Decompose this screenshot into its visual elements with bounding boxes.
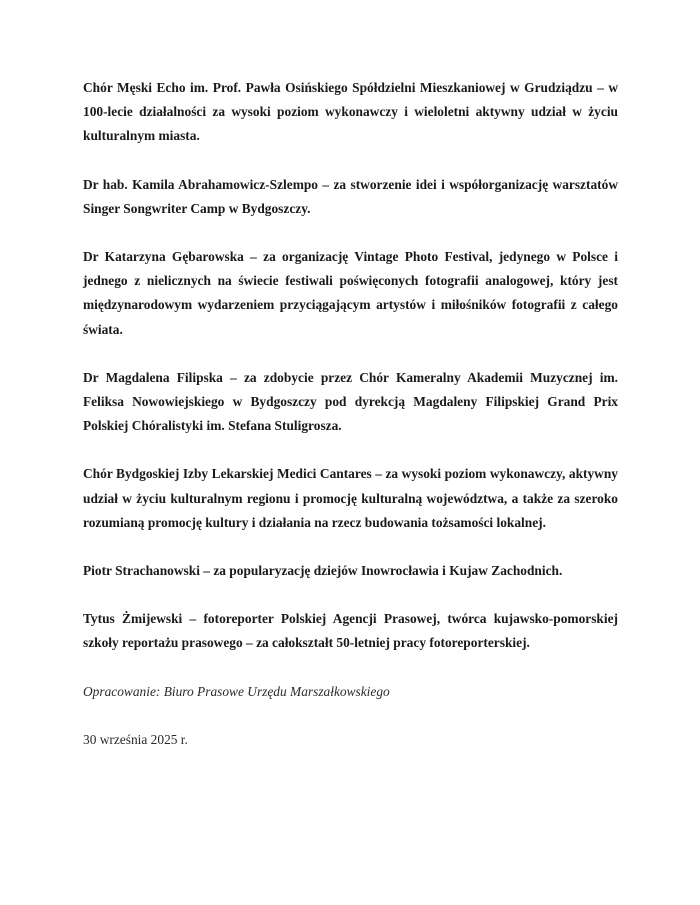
award-entry-strachanowski: Piotr Strachanowski – za popularyzację dziejów Inowrocławia i Kujaw Zachodnich. bbox=[83, 563, 563, 579]
press-office-credit: Opracowanie: Biuro Prasowe Urzędu Marszałkowskiego bbox=[83, 683, 390, 699]
award-entry-gebarowska: Dr Katarzyna Gębarowska – za organizację Vintage Photo Festival, jedynego w Polsce i jednego z nielicznych na świecie festiwali poświęconych fotografii analogowej, który jest międzynarodowym wydarzeniem przyciągającym artystów i miłośników fotografii z całego świata. bbox=[83, 249, 618, 337]
document-page bbox=[83, 76, 618, 752]
award-entry-abrahamowicz-szlempo: Dr hab. Kamila Abrahamowicz-Szlempo – za stworzenie idei i współorganizację warsztatów Singer Songwriter Camp w Bydgoszczy. bbox=[83, 176, 618, 216]
award-entry-zmijewski: Tytus Żmijewski – fotoreporter Polskiej Agencji Prasowej, twórca kujawsko-pomorskiej szkoły reportażu prasowego – za całokształt 50-letniej pracy fotoreporterskiej. bbox=[83, 611, 618, 651]
award-entry-medici-cantares: Chór Bydgoskiej Izby Lekarskiej Medici Cantares – za wysoki poziom wykonawczy, aktywny udział w życiu kulturalnym regionu i promocję kulturalną województwa, a także za szeroko rozumianą promocję kultury i działania na rzecz budowania tożsamości lokalnej. bbox=[83, 466, 618, 530]
award-entry-filipska: Dr Magdalena Filipska – za zdobycie przez Chór Kameralny Akademii Muzycznej im. Feliksa Nowowiejskiego w Bydgoszczy pod dyrekcją Magdaleny Filipskiej Grand Prix Polskiej Chóralistyki im. Stefana Stuligrosza. bbox=[83, 369, 618, 434]
award-entry-echo-choir: Chór Męski Echo im. Prof. Pawła Osińskiego Spółdzielni Mieszkaniowej w Grudziądzu – w 100-lecie działalności za wysoki poziom wykonawczy i wieloletni aktywny udział w życiu kulturalnym miasta. bbox=[83, 80, 618, 144]
document-date: 30 września 2025 r. bbox=[83, 731, 188, 747]
